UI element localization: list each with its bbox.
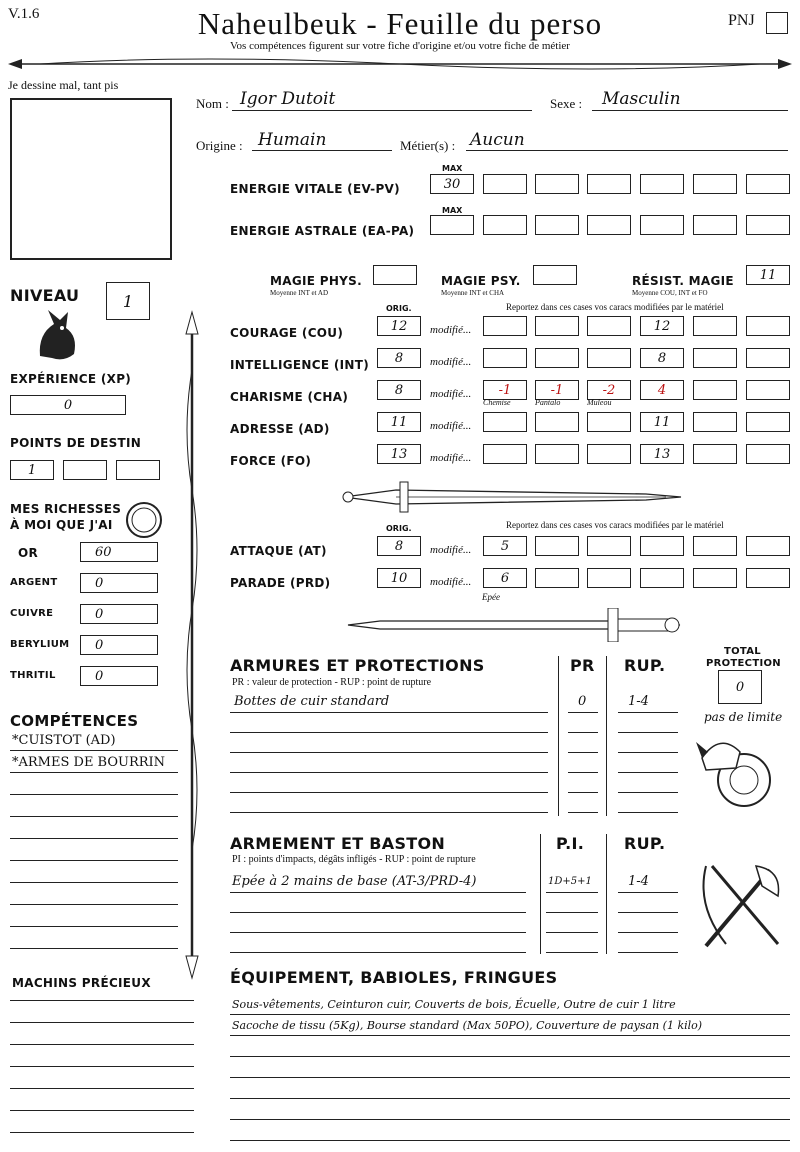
metier-line [466,150,788,151]
ev-box-3[interactable] [587,174,631,194]
stat-label: CHARISME (CHA) [230,390,349,404]
ea-box[interactable] [535,215,579,235]
stat-modifie-label: modifié... [430,420,472,432]
cha-item-note: Chemise [483,398,511,407]
stat-label: ADRESSE (AD) [230,422,330,436]
competence-line [10,926,178,927]
combat-modifie-label: modifié... [430,576,472,588]
equipement-line [230,1077,790,1078]
magie-psy-label: MAGIE PSY. [441,274,521,288]
stat-mod-box[interactable] [693,348,737,368]
competence-line [10,882,178,883]
armure-pr-line [568,712,598,713]
equipement-line [230,1035,790,1036]
armure-rup-line [618,732,678,733]
competence-line [10,816,178,817]
ev-label: ENERGIE VITALE (EV-PV) [230,182,400,196]
armement-sub: PI : points d'impacts, dégâts infligés - RUP : point de rupture [232,854,476,865]
stat-mod-box[interactable]: -1 [535,380,579,400]
resist-magie-label: RÉSIST. MAGIE [632,274,734,288]
money-label: THRITIL [10,670,56,681]
armement-col-rup: RUP. [624,834,666,853]
stat-mod-box[interactable] [587,444,631,464]
metier-label: Métier(s) : [400,138,456,153]
arme-rup-line [618,952,678,953]
dragon-icon [34,306,80,364]
equipement-line [230,1119,790,1120]
armement-col-pi: P.I. [556,834,585,853]
stat-mod-box[interactable]: 12 [640,316,684,336]
spear-icon [180,310,204,980]
combat-mod-box[interactable] [587,568,631,588]
stat-mod-box[interactable]: -1 [483,380,527,400]
money-box[interactable]: 0 [80,573,158,593]
ev-box-1[interactable] [483,174,527,194]
ev-box-6[interactable] [746,174,790,194]
stat-label: COURAGE (COU) [230,326,344,340]
stat-mod-box[interactable] [587,348,631,368]
stats-note: Reportez dans ces cases vos caracs modifiées par le matériel [506,302,724,312]
armure-rup-line [618,812,678,813]
metier-value[interactable]: Aucun [470,130,525,150]
stat-label: INTELLIGENCE (INT) [230,358,369,372]
stat-mod-box[interactable]: 13 [640,444,684,464]
combat-mod-box[interactable] [746,568,790,588]
competence-item[interactable]: *ARMES DE BOURRIN [12,755,166,770]
stat-mod-box[interactable] [483,348,527,368]
equipement-line [230,1014,790,1015]
nom-value[interactable]: Igor Dutoit [240,89,336,109]
stat-mod-box[interactable] [587,316,631,336]
weapon-note: Epée [482,592,500,602]
armement-vline-1 [540,834,541,954]
stat-mod-box[interactable] [746,444,790,464]
ev-box-5[interactable] [693,174,737,194]
stat-modifie-label: modifié... [430,356,472,368]
stat-mod-box[interactable] [693,380,737,400]
magie-phys-label: MAGIE PHYS. [270,274,362,288]
stat-mod-box[interactable] [483,316,527,336]
machin-line[interactable] [10,1022,194,1023]
stat-mod-box[interactable] [535,316,579,336]
total-protection-label-2: PROTECTION [706,658,781,669]
money-label: CUIVRE [10,608,54,619]
stats-orig-label: ORIG. [386,304,412,313]
ea-box[interactable] [693,215,737,235]
competence-item[interactable]: *CUISTOT (AD) [12,733,116,748]
arme-line [230,952,526,953]
machin-line[interactable] [10,1000,194,1001]
ev-max-label: MAX [442,164,463,173]
equipement-item[interactable]: Sous-vêtements, Ceinturon cuir, Couverts de bois, Écuelle, Outre de cuir 1 litre [232,998,676,1011]
sword-divider-2-icon [340,608,684,642]
stat-mod-box[interactable]: 8 [640,348,684,368]
nom-label: Nom : [196,96,229,111]
equipement-label: ÉQUIPEMENT, BABIOLES, FRINGUES [230,968,558,987]
arme-pi-line [546,892,598,893]
richesses-label-2: À MOI QUE J'AI [10,518,113,532]
combat-orig-label: ORIG. [386,524,412,533]
stat-mod-box[interactable]: 4 [640,380,684,400]
stat-orig-box[interactable]: 8 [377,348,421,368]
niveau-label: NIVEAU [10,286,80,305]
ev-max-box[interactable]: 30 [430,174,474,194]
combat-mod-box[interactable] [640,568,684,588]
coin-icon [124,500,164,540]
cha-item-note: Muleou [587,398,612,407]
sexe-value[interactable]: Masculin [602,89,681,109]
xp-box[interactable]: 0 [10,395,126,415]
magie-psy-box[interactable] [533,265,577,285]
arme-pi-line [546,952,598,953]
money-label: BERYLIUM [10,639,70,650]
combat-label: ATTAQUE (AT) [230,544,327,558]
combat-modifie-label: modifié... [430,544,472,556]
stat-mod-box[interactable] [693,412,737,432]
total-protection-label-1: TOTAL [724,646,761,657]
arme-line [230,892,526,893]
stat-mod-box[interactable] [535,348,579,368]
version-label: V.1.6 [8,6,40,22]
arme-rup-line [618,892,678,893]
competence-line [10,750,178,751]
origine-value[interactable]: Humain [258,130,327,150]
stat-mod-box[interactable] [693,316,737,336]
destin-label: POINTS DE DESTIN [10,436,142,450]
magie-phys-box[interactable] [373,265,417,285]
stat-modifie-label: modifié... [430,388,472,400]
combat-mod-box[interactable]: 5 [483,536,527,556]
ea-max-label: MAX [442,206,463,215]
sexe-label: Sexe : [550,96,583,111]
origine-line [252,150,392,151]
equipement-item[interactable]: Sacoche de tissu (5Kg), Bourse standard (Max 50PO), Couverture de paysan (1 kilo) [232,1019,703,1032]
stat-mod-box[interactable]: 11 [640,412,684,432]
combat-mod-box[interactable] [535,536,579,556]
resist-magie-box[interactable]: 11 [746,265,790,285]
nom-line [232,110,532,111]
stat-mod-box[interactable] [746,412,790,432]
machins-label: MACHINS PRÉCIEUX [12,976,151,990]
arme-line [230,932,526,933]
armure-rup-line [618,752,678,753]
combat-label: PARADE (PRD) [230,576,331,590]
armure-pr-line [568,792,598,793]
armures-vline-1 [558,656,559,816]
richesses-label-1: MES RICHESSES [10,502,122,516]
destin-box-3[interactable] [116,460,160,480]
combat-mod-box[interactable] [535,568,579,588]
ea-label: ENERGIE ASTRALE (EA-PA) [230,224,415,238]
stat-mod-box[interactable] [693,444,737,464]
sexe-line [592,110,788,111]
stat-mod-box[interactable] [483,444,527,464]
equipement-line [230,1056,790,1057]
arme-pi[interactable]: 1D+5+1 [548,876,592,887]
armure-pr-line [568,772,598,773]
combat-mod-box[interactable] [693,568,737,588]
ea-box[interactable] [746,215,790,235]
money-label: ARGENT [10,577,58,588]
niveau-box[interactable]: 1 [106,282,150,320]
stat-mod-box[interactable] [746,316,790,336]
ev-box-2[interactable] [535,174,579,194]
pnj-label: PNJ [728,12,755,29]
ea-box[interactable] [483,215,527,235]
armures-sub: PR : valeur de protection - RUP : point de rupture [232,677,432,688]
magie-psy-sub: Moyenne INT et CHA [441,289,505,297]
machin-line[interactable] [10,1088,194,1089]
combat-mod-box[interactable]: 6 [483,568,527,588]
armure-line [230,712,548,713]
equipement-line [230,1098,790,1099]
weapons-icon [696,856,786,952]
destin-box-2[interactable] [63,460,107,480]
armure-pr-line [568,732,598,733]
arme-pi-line [546,912,598,913]
competence-line [10,904,178,905]
armure-rup-line [618,772,678,773]
ea-box[interactable] [640,215,684,235]
header-ornament [0,54,800,74]
stat-orig-box[interactable]: 8 [377,380,421,400]
stat-mod-box[interactable] [483,412,527,432]
magie-phys-sub: Moyenne INT et AD [270,289,328,297]
armure-line [230,752,548,753]
stat-mod-box[interactable] [535,412,579,432]
sword-divider-icon [336,480,686,514]
machin-line[interactable] [10,1044,194,1045]
xp-label: EXPÉRIENCE (XP) [10,372,132,386]
cha-item-note: Pantalo [535,398,561,407]
competence-line [10,838,178,839]
stat-modifie-label: modifié... [430,324,472,336]
ea-max-box[interactable] [430,215,474,235]
pas-de-limite: pas de limite [704,710,783,724]
armure-rup[interactable]: 1-4 [628,694,649,709]
competence-line [10,860,178,861]
machin-line[interactable] [10,1066,194,1067]
ev-box-4[interactable] [640,174,684,194]
armure-pr[interactable]: 0 [578,694,587,709]
sheet-title: Naheulbeuk - Feuille du perso [197,6,603,41]
money-box[interactable]: 60 [80,542,158,562]
combat-orig-box[interactable]: 8 [377,536,421,556]
stat-modifie-label: modifié... [430,452,472,464]
money-label: OR [18,546,39,560]
armure-pr-line [568,752,598,753]
portrait-box[interactable] [10,98,172,260]
armures-col-rup: RUP. [624,656,666,675]
stat-mod-box[interactable] [746,380,790,400]
combat-orig-box[interactable]: 10 [377,568,421,588]
arme-rup-line [618,932,678,933]
armures-col-pr: PR [570,656,595,675]
resist-magie-sub: Moyenne COU, INT et FO [632,289,708,297]
helmet-shield-icon [696,728,780,812]
arme-pi-line [546,932,598,933]
stat-label: FORCE (FO) [230,454,312,468]
stat-mod-box[interactable] [587,412,631,432]
combat-mod-box[interactable] [746,536,790,556]
competence-line [10,772,178,773]
ea-box[interactable] [587,215,631,235]
armure-line [230,792,548,793]
equipement-line [230,1140,790,1141]
stat-orig-box[interactable]: 12 [377,316,421,336]
machin-line[interactable] [10,1110,194,1111]
money-box[interactable]: 0 [80,666,158,686]
stat-mod-box[interactable]: -2 [587,380,631,400]
destin-box-1[interactable]: 1 [10,460,54,480]
combat-mod-box[interactable] [640,536,684,556]
stat-orig-box[interactable]: 11 [377,412,421,432]
combat-note: Reportez dans ces cases vos caracs modifiées par le matériel [506,520,724,530]
money-box[interactable]: 0 [80,635,158,655]
money-box[interactable]: 0 [80,604,158,624]
armure-rup-line [618,712,678,713]
competence-line [10,794,178,795]
armure-rup-line [618,792,678,793]
stat-mod-box[interactable] [746,348,790,368]
armures-label: ARMURES ET PROTECTIONS [230,656,485,675]
competence-line [10,948,178,949]
origine-label: Origine : [196,138,243,153]
armement-vline-2 [606,834,607,954]
combat-mod-box[interactable] [587,536,631,556]
sheet-subtitle: Vos compétences figurent sur votre fiche d'origine et/ou votre fiche de métier [230,40,570,52]
machin-line[interactable] [10,1132,194,1133]
total-protection-box[interactable]: 0 [718,670,762,704]
competences-label: COMPÉTENCES [10,712,139,730]
portrait-caption: Je dessine mal, tant pis [8,78,119,92]
stat-mod-box[interactable] [535,444,579,464]
arme-rup[interactable]: 1-4 [628,874,649,889]
armure-pr-line [568,812,598,813]
arme-name[interactable]: Epée à 2 mains de base (AT-3/PRD-4) [232,874,477,889]
armures-vline-2 [606,656,607,816]
armure-line [230,812,548,813]
arme-rup-line [618,912,678,913]
armure-line [230,772,548,773]
armure-name[interactable]: Bottes de cuir standard [234,694,390,709]
stat-orig-box[interactable]: 13 [377,444,421,464]
combat-mod-box[interactable] [693,536,737,556]
pnj-checkbox[interactable] [766,12,788,34]
armure-line [230,732,548,733]
arme-line [230,912,526,913]
armement-label: ARMEMENT ET BASTON [230,834,446,853]
